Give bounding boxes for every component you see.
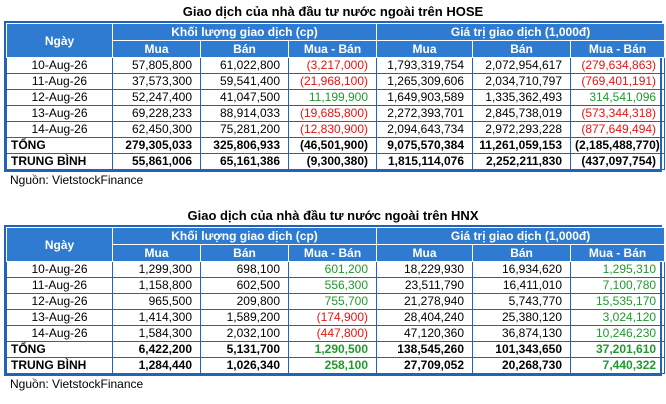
date-cell: 12-Aug-26 [7, 294, 113, 310]
date-cell: 10-Aug-26 [7, 262, 113, 278]
volume-sell-cell: 59,541,400 [201, 74, 289, 90]
hose-title: Giao dịch của nhà đầu tư nước ngoài trên HOSE [182, 4, 484, 19]
volume-net-cell: (21,968,100) [289, 74, 377, 90]
volume-net-cell: 11,199,900 [289, 90, 377, 106]
volume-buy-cell: 57,805,800 [113, 58, 201, 74]
total-label: TỔNG [7, 342, 113, 358]
value-net-cell: (769,401,191) [571, 74, 665, 90]
value-buy-cell: 27,709,052 [377, 358, 473, 374]
volume-net-cell: 601,200 [289, 262, 377, 278]
value-net-cell: 3,024,120 [571, 310, 665, 326]
hnx-section [4, 207, 662, 393]
value-sell-cell: 101,343,650 [473, 342, 571, 358]
value-sell-cell: 5,743,770 [473, 294, 571, 310]
value-sell-cell: 36,874,130 [473, 326, 571, 342]
value-sell-cell: 16,411,010 [473, 278, 571, 294]
volume-sell-cell: 1,026,340 [201, 358, 289, 374]
volume-net-cell: (12,830,900) [289, 122, 377, 138]
volume-sell-cell: 41,047,500 [201, 90, 289, 106]
volume-buy-cell: 1,584,300 [113, 326, 201, 342]
volume-sell-cell: 1,589,200 [201, 310, 289, 326]
volume-buy-cell: 55,861,006 [113, 154, 201, 170]
total-row [7, 342, 665, 358]
average-label: TRUNG BÌNH [7, 358, 113, 374]
value-net-cell: 314,541,096 [571, 90, 665, 106]
value-net-cell: 7,100,780 [571, 278, 665, 294]
volume-net-header: Mua - Bán [289, 41, 377, 58]
value-buy-header: Mua [377, 245, 473, 262]
volume-sell-cell: 698,100 [201, 262, 289, 278]
value-buy-cell: 2,094,643,734 [377, 122, 473, 138]
day-header: Ngày [7, 24, 113, 58]
date-cell: 10-Aug-26 [7, 58, 113, 74]
value-sell-cell: 25,380,120 [473, 310, 571, 326]
date-cell: 11-Aug-26 [7, 74, 113, 90]
hose-source: Nguồn: VietstockFinance [10, 173, 144, 187]
volume-sell-cell: 75,281,200 [201, 122, 289, 138]
value-sell-cell: 2,072,954,617 [473, 58, 571, 74]
value-buy-cell: 1,265,309,606 [377, 74, 473, 90]
value-buy-cell: 2,272,393,701 [377, 106, 473, 122]
volume-buy-cell: 965,500 [113, 294, 201, 310]
table-row [7, 58, 665, 74]
volume-buy-cell: 37,573,300 [113, 74, 201, 90]
volume-net-cell: (3,217,000) [289, 58, 377, 74]
value-net-cell: 37,201,610 [571, 342, 665, 358]
volume-net-cell: 755,700 [289, 294, 377, 310]
volume-sell-header: Bán [201, 245, 289, 262]
value-group-header: Giá trị giao dịch (1,000đ) [377, 24, 665, 41]
value-net-cell: 7,440,322 [571, 358, 665, 374]
volume-buy-cell: 6,422,200 [113, 342, 201, 358]
volume-buy-cell: 69,228,233 [113, 106, 201, 122]
total-row [7, 138, 665, 154]
value-sell-header: Bán [473, 41, 571, 58]
value-buy-cell: 1,649,903,589 [377, 90, 473, 106]
volume-net-cell: (174,900) [289, 310, 377, 326]
volume-buy-cell: 1,158,800 [113, 278, 201, 294]
volume-buy-header: Mua [113, 245, 201, 262]
value-sell-cell: 2,034,710,797 [473, 74, 571, 90]
value-buy-header: Mua [377, 41, 473, 58]
volume-buy-cell: 62,450,300 [113, 122, 201, 138]
value-buy-cell: 9,075,570,384 [377, 138, 473, 154]
hose-table-frame [4, 21, 662, 172]
value-net-header: Mua - Bán [571, 245, 665, 262]
value-sell-cell: 1,335,362,493 [473, 90, 571, 106]
volume-buy-cell: 1,284,440 [113, 358, 201, 374]
table-row [7, 278, 665, 294]
value-buy-cell: 23,511,790 [377, 278, 473, 294]
volume-net-cell: (46,501,900) [289, 138, 377, 154]
value-net-cell: (877,649,494) [571, 122, 665, 138]
volume-buy-cell: 52,247,400 [113, 90, 201, 106]
hose-table-body [7, 58, 665, 170]
table-row [7, 106, 665, 122]
table-row [7, 122, 665, 138]
table-row [7, 262, 665, 278]
value-net-cell: 10,246,230 [571, 326, 665, 342]
value-buy-cell: 28,404,240 [377, 310, 473, 326]
value-buy-cell: 47,120,360 [377, 326, 473, 342]
value-sell-cell: 2,845,738,019 [473, 106, 571, 122]
table-row [7, 294, 665, 310]
volume-sell-cell: 88,914,033 [201, 106, 289, 122]
value-net-cell: 15,535,170 [571, 294, 665, 310]
volume-net-cell: (9,300,380) [289, 154, 377, 170]
value-sell-cell: 2,252,211,830 [473, 154, 571, 170]
volume-sell-cell: 2,032,100 [201, 326, 289, 342]
volume-net-cell: (19,685,800) [289, 106, 377, 122]
hnx-title: Giao dịch của nhà đầu tư nước ngoài trên HNX [187, 208, 479, 223]
value-buy-cell: 21,278,940 [377, 294, 473, 310]
table-row [7, 310, 665, 326]
volume-buy-header: Mua [113, 41, 201, 58]
hnx-table-body [7, 262, 665, 374]
hnx-source: Nguồn: VietstockFinance [10, 377, 144, 391]
date-cell: 12-Aug-26 [7, 90, 113, 106]
date-cell: 13-Aug-26 [7, 106, 113, 122]
date-cell: 13-Aug-26 [7, 310, 113, 326]
volume-net-header: Mua - Bán [289, 245, 377, 262]
value-buy-cell: 1,815,114,076 [377, 154, 473, 170]
volume-sell-cell: 325,806,933 [201, 138, 289, 154]
value-buy-cell: 138,545,260 [377, 342, 473, 358]
average-row [7, 358, 665, 374]
date-cell: 11-Aug-26 [7, 278, 113, 294]
date-cell: 14-Aug-26 [7, 122, 113, 138]
value-net-cell: (573,344,318) [571, 106, 665, 122]
volume-sell-cell: 209,800 [201, 294, 289, 310]
value-sell-cell: 16,934,620 [473, 262, 571, 278]
value-sell-cell: 11,261,059,153 [473, 138, 571, 154]
volume-sell-header: Bán [201, 41, 289, 58]
volume-sell-cell: 61,022,800 [201, 58, 289, 74]
value-net-header: Mua - Bán [571, 41, 665, 58]
hose-section [4, 3, 662, 189]
hnx-table [6, 227, 665, 374]
date-cell: 14-Aug-26 [7, 326, 113, 342]
volume-buy-cell: 1,299,300 [113, 262, 201, 278]
volume-group-header: Khối lượng giao dịch (cp) [113, 228, 377, 245]
volume-sell-cell: 5,131,700 [201, 342, 289, 358]
volume-net-cell: 556,300 [289, 278, 377, 294]
total-label: TỔNG [7, 138, 113, 154]
value-net-cell: (279,634,863) [571, 58, 665, 74]
day-header: Ngày [7, 228, 113, 262]
hnx-table-frame [4, 225, 662, 376]
volume-buy-cell: 279,305,033 [113, 138, 201, 154]
hose-table [6, 23, 665, 170]
table-row [7, 74, 665, 90]
value-net-cell: (2,185,488,770) [571, 138, 665, 154]
value-sell-cell: 20,268,730 [473, 358, 571, 374]
volume-sell-cell: 65,161,386 [201, 154, 289, 170]
volume-sell-cell: 602,500 [201, 278, 289, 294]
volume-group-header: Khối lượng giao dịch (cp) [113, 24, 377, 41]
value-net-cell: 1,295,310 [571, 262, 665, 278]
value-sell-header: Bán [473, 245, 571, 262]
value-group-header: Giá trị giao dịch (1,000đ) [377, 228, 665, 245]
average-row [7, 154, 665, 170]
value-net-cell: (437,097,754) [571, 154, 665, 170]
average-label: TRUNG BÌNH [7, 154, 113, 170]
volume-buy-cell: 1,414,300 [113, 310, 201, 326]
volume-net-cell: 258,100 [289, 358, 377, 374]
table-row [7, 326, 665, 342]
value-sell-cell: 2,972,293,228 [473, 122, 571, 138]
value-buy-cell: 18,229,930 [377, 262, 473, 278]
table-row [7, 90, 665, 106]
value-buy-cell: 1,793,319,754 [377, 58, 473, 74]
volume-net-cell: 1,290,500 [289, 342, 377, 358]
volume-net-cell: (447,800) [289, 326, 377, 342]
